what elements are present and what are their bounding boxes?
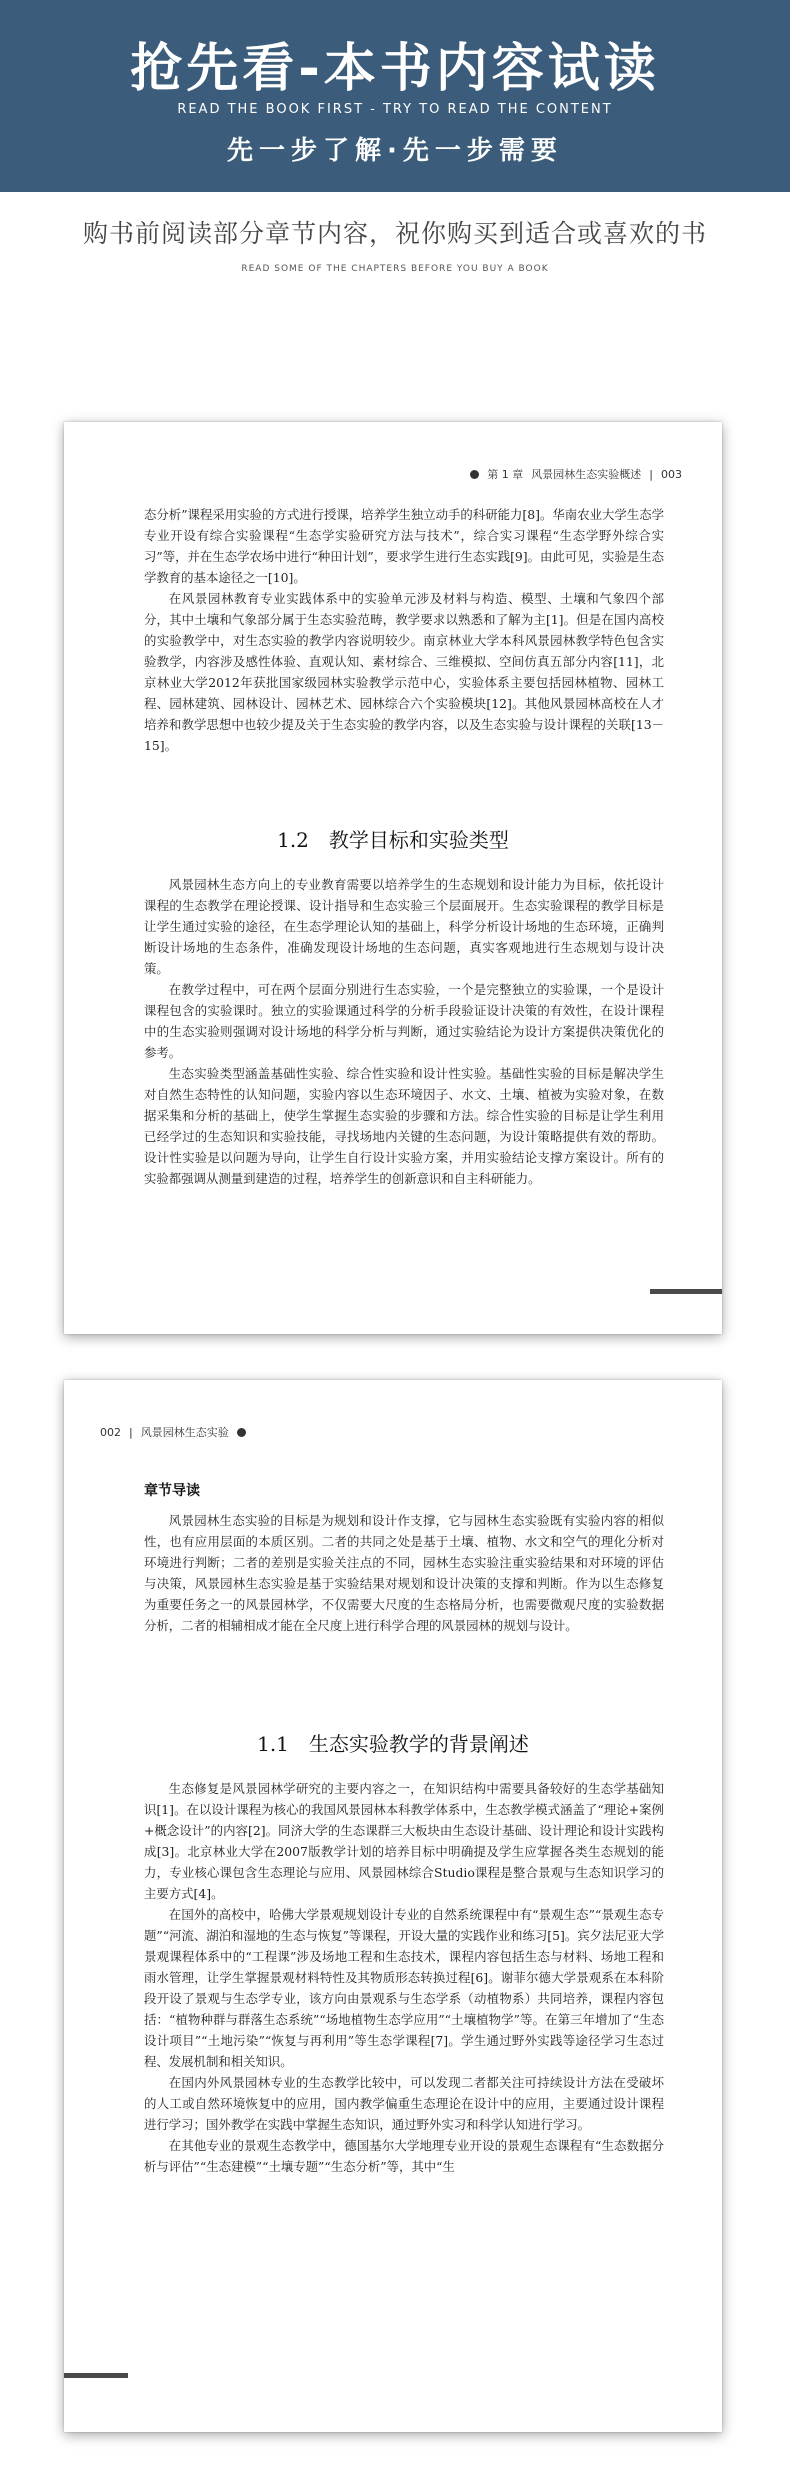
running-head [470,466,682,482]
bullet-dot-icon [470,470,479,479]
section-title: 1.1 生态实验教学的背景阐述 [257,1732,529,1756]
paragraph: 态分析”课程采用实验的方式进行授课，培养学生独立动手的科研能力[8]。华南农业大学生态学专业开设有综合实验课程“生态学实验研究方法与技术”，综合实习课程“生态学野外综合实习”等，并在生态学农场中进行“种田计划”，要求学生进行生态实践[9]。由此可见，实验是生态学教育的基本途径之一[10]。 [144,507,664,585]
page-number: 003 [661,467,682,481]
banner-slogan: 先一步了解·先一步需要 [227,136,563,166]
banner-title: 抢先看-本书内容试读 [130,39,660,99]
paragraph: 在教学过程中，可在两个层面分别进行生态实验，一个是完整独立的实验课，一个是设计课程包含的实验课时。独立的实验课通过科学的分析手段验证设计决策的有效性，在设计课程中的生态实验则强调对设计场地的科学分析与判断，通过实验结论为设计方案提供决策优化的参考。 [144,982,664,1060]
paragraph: 在其他专业的景观生态教学中，德国基尔大学地理专业开设的景观生态课程有“生态数据分析与评估”“生态建模”“土壤专题”“生态分析”等，其中“生 [144,2138,664,2174]
top-banner [0,0,790,192]
body-text-top [144,504,664,756]
paragraph: 生态实验类型涵盖基础性实验、综合性实验和设计性实验。基础性实验的目标是解决学生对自然生态特性的认知问题，实验内容以生态环境因子、水文、土壤、植被为实验对象，在数据采集和分析的基础上，使学生掌握生态实验的步骤和方法。综合性实验的目标是让学生利用已经学过的生态知识和实验技能，寻找场地内关键的生态问题，为设计策略提供有效的帮助。设计性实验是以问题为导向，让学生自行设计实验方案，并用实验结论支撑方案设计。所有的实验都强调从测量到建造的过程，培养学生的创新意识和自主科研能力。 [144,1066,664,1186]
running-head-separator: | [129,1425,133,1439]
banner-subtitle-en: READ THE BOOK FIRST - TRY TO READ THE CONTENT [177,102,613,117]
paragraph: 在国外的高校中，哈佛大学景观规划设计专业的自然系统课程中有“景观生态”“景观生态专题”“河流、湖泊和湿地的生态与恢复”等课程，开设大量的实践作业和练习[5]。宾夕法尼亚大学景观课程体系中的“工程课”涉及场地工程和生态技术，课程内容包括生态与材料、场地工程和雨水管理，让学生掌握景观材料特性及其物质形态转换过程[6]。谢菲尔德大学景观系在本科阶段开设了景观与生态学专业，该方向由景观系与生态学系（动植物系）共同培养，课程内容包括：“植物种群与群落生态系统”“场地植物生态学应用”“土壤植物学”等。在第三年增加了“生态设计项目”“土地污染”“恢复与再利用”等生态学课程[7]。学生通过野外实践等途径学习生态过程、发展机制和相关知识。 [144,1907,664,2069]
book-page-002 [64,1380,722,2432]
paragraph: 在风景园林教育专业实践体系中的实验单元涉及材料与构造、模型、土壤和气象四个部分，其中土壤和气象部分属于生态实验范畴，教学要求以熟悉和了解为主[1]。但是在国内高校的实验教学中，对生态实验的教学内容说明较少。南京林业大学本科风景园林教学特色包含实验教学，内容涉及感性体验、直观认知、素材综合、三维模拟、空间仿真五部分内容[11]，北京林业大学2012年获批国家级园林实验教学示范中心，实验体系主要包括园林植物、园林工程、园林建筑、园林设计、园林艺术、园林综合六个实验模块[12]。其他风景园林高校在人才培养和教学思想中也较少提及关于生态实验的教学内容，以及生态实验与设计课程的关联[13－15]。 [144,591,664,753]
running-head-chapter: 第 1 章 [487,468,524,481]
section-title: 1.2 教学目标和实验类型 [277,828,509,852]
book-page-003 [64,422,722,1334]
body-text-bottom [144,874,664,1189]
paragraph: 在国内外风景园林专业的生态教学比较中，可以发现二者都关注可持续设计方法在受破坏的人工或自然环境恢复中的应用，国内教学偏重生态理论在设计中的应用，主要通过设计课程进行学习；国外教学在实践中掌握生态知识，通过野外实习和科学认知进行学习。 [144,2075,664,2132]
running-head-separator: | [649,467,653,481]
page-number: 002 [100,1425,121,1439]
body-text [144,1778,664,2177]
paragraph: 生态修复是风景园林学研究的主要内容之一，在知识结构中需要具备较好的生态学基础知识[1]。在以设计课程为核心的我国风景园林本科教学体系中，生态教学模式涵盖了“理论+案例+概念设计”的内容[2]。同济大学的生态课群三大板块由生态设计基础、设计理论和设计实践构成[3]。北京林业大学在2007版教学计划的培养目标中明确提及学生应掌握各类生态规划的能力，专业核心课包含生态理论与应用、风景园林综合Studio课程是整合景观与生态知识学习的主要方式[4]。 [144,1781,664,1901]
intro-text: 购书前阅读部分章节内容，祝你购买到适合或喜欢的书 [82,219,707,248]
running-head-title: 风景园林生态实验概述 [531,468,642,481]
running-head [100,1424,246,1440]
corner-bar [650,1289,722,1294]
chapter-guide-text [144,1510,664,1636]
paragraph: 风景园林生态实验的目标是为规划和设计作支撑，它与园林生态实验既有实验内容的相似性，也有应用层面的本质区别。二者的共同之处是基于土壤、植物、水文和空气的理化分析对环境进行判断；二者的差别是实验关注点的不同，园林生态实验注重实验结果和对环境的评估与决策，风景园林生态实验是基于实验结果对规划和设计决策的支撑和判断。作为以生态修复为重要任务之一的风景园林学，不仅需要大尺度的生态格局分析，也需要微观尺度的实验数据分析，二者的相辅相成才能在全尺度上进行科学合理的风景园林的规划与设计。 [144,1513,664,1633]
paragraph: 风景园林生态方向上的专业教育需要以培养学生的生态规划和设计能力为目标，依托设计课程的生态教学在理论授课、设计指导和生态实验三个层面展开。生态实验课程的教学目标是让学生通过实验的途径，在生态学理论认知的基础上，科学分析设计场地的生态环境，正确判断设计场地的生态条件，准确发现设计场地的生态问题，真实客观地进行生态规划与设计决策。 [144,877,664,976]
intro-text-en: READ SOME OF THE CHAPTERS BEFORE YOU BUY A BOOK [241,264,549,274]
corner-bar [64,2373,128,2378]
chapter-guide-title: 章节导读 [144,1483,200,1499]
running-head-title: 风景园林生态实验 [140,1426,229,1439]
bullet-dot-icon [237,1428,246,1437]
